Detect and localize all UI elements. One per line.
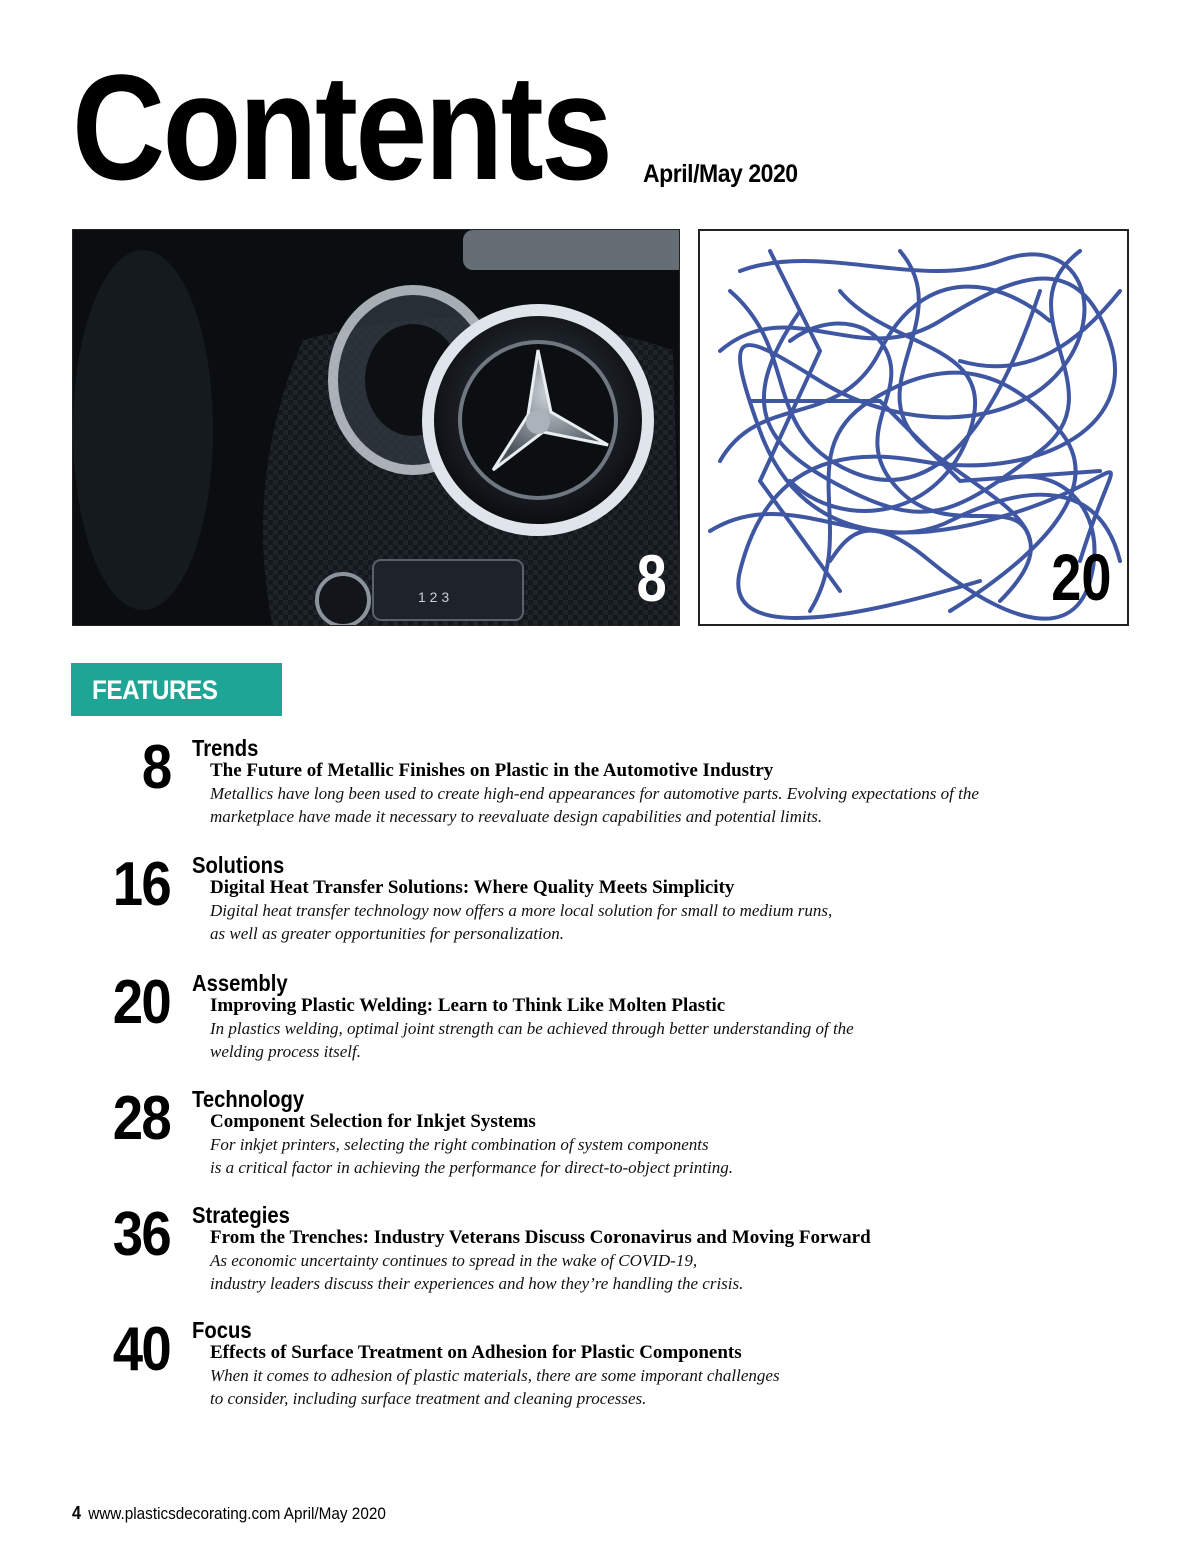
tangled-lines-illustration xyxy=(698,229,1129,626)
feature-description xyxy=(210,1364,780,1410)
feature-description-line: For inkjet printers, selecting the right combination of system components xyxy=(210,1135,709,1154)
feature-headline[interactable]: Component Selection for Inkjet Systems xyxy=(210,1111,536,1132)
feature-description-line: Digital heat transfer technology now offers a more local solution for small to medium runs, xyxy=(210,901,833,920)
feature-description-line: marketplace have made it necessary to reevaluate design capabilities and potential limits. xyxy=(210,807,823,826)
feature-page-number: 28 xyxy=(112,1084,170,1153)
feature-headline[interactable]: Effects of Surface Treatment on Adhesion for Plastic Components xyxy=(210,1342,742,1363)
feature-entry[interactable] xyxy=(0,1317,1200,1427)
thumbnail-page-number: 8 xyxy=(636,541,667,615)
feature-entry[interactable] xyxy=(0,1202,1200,1312)
thumbnail-page-number: 20 xyxy=(1050,540,1111,614)
feature-description-line: industry leaders discuss their experiences and how they’re handling the crisis. xyxy=(210,1274,744,1293)
feature-category: Trends xyxy=(192,735,259,761)
feature-description-line: As economic uncertainty continues to spread in the wake of COVID-19, xyxy=(210,1251,698,1270)
feature-description-line: When it comes to adhesion of plastic materials, there are some imporant challenges xyxy=(210,1366,780,1385)
feature-description xyxy=(210,899,832,945)
dashboard-photo xyxy=(72,229,680,626)
feature-headline[interactable]: From the Trenches: Industry Veterans Discuss Coronavirus and Moving Forward xyxy=(210,1227,871,1248)
feature-headline[interactable]: Digital Heat Transfer Solutions: Where Quality Meets Simplicity xyxy=(210,877,735,898)
feature-description xyxy=(210,1017,854,1063)
feature-entry[interactable] xyxy=(0,1086,1200,1196)
feature-category: Strategies xyxy=(192,1202,290,1228)
feature-page-number: 20 xyxy=(112,968,170,1037)
footer-text: www.plasticsdecorating.com April/May 2020 xyxy=(88,1504,386,1523)
page-title: Contents xyxy=(72,43,611,211)
feature-description xyxy=(210,1133,733,1179)
feature-category: Assembly xyxy=(192,970,288,996)
feature-description-line: to consider, including surface treatment and cleaning processes. xyxy=(210,1389,647,1408)
features-section-label: FEATURES xyxy=(92,675,218,705)
feature-entry[interactable] xyxy=(0,735,1200,845)
feature-page-number: 8 xyxy=(141,733,170,802)
feature-category: Solutions xyxy=(192,852,285,878)
feature-description-line: In plastics welding, optimal joint strength can be achieved through better understanding of the xyxy=(210,1019,854,1038)
feature-description-line: welding process itself. xyxy=(210,1042,361,1061)
feature-description-line: as well as greater opportunities for personalization. xyxy=(210,924,565,943)
feature-page-number: 36 xyxy=(112,1200,170,1269)
footer-page-number: 4 xyxy=(72,1503,82,1523)
svg-text:1 2 3: 1 2 3 xyxy=(418,589,450,605)
feature-entry[interactable] xyxy=(0,852,1200,962)
feature-category: Technology xyxy=(192,1086,305,1112)
dashboard-photo-art xyxy=(73,230,680,626)
feature-description xyxy=(210,1249,743,1295)
features-section-tab xyxy=(71,663,282,716)
page-footer xyxy=(72,1503,386,1524)
feature-page-number: 16 xyxy=(112,850,170,919)
feature-category: Focus xyxy=(192,1317,252,1343)
feature-description-line: is a critical factor in achieving the performance for direct-to-object printing. xyxy=(210,1158,733,1177)
feature-description xyxy=(210,782,979,828)
feature-description-line: Metallics have long been used to create high-end appearances for automotive parts. Evolving expectations of the xyxy=(210,784,979,803)
feature-page-number: 40 xyxy=(112,1315,170,1384)
issue-date: April/May 2020 xyxy=(643,160,798,188)
feature-entry[interactable] xyxy=(0,970,1200,1080)
feature-headline[interactable]: The Future of Metallic Finishes on Plastic in the Automotive Industry xyxy=(210,760,774,781)
feature-headline[interactable]: Improving Plastic Welding: Learn to Think Like Molten Plastic xyxy=(210,995,726,1016)
